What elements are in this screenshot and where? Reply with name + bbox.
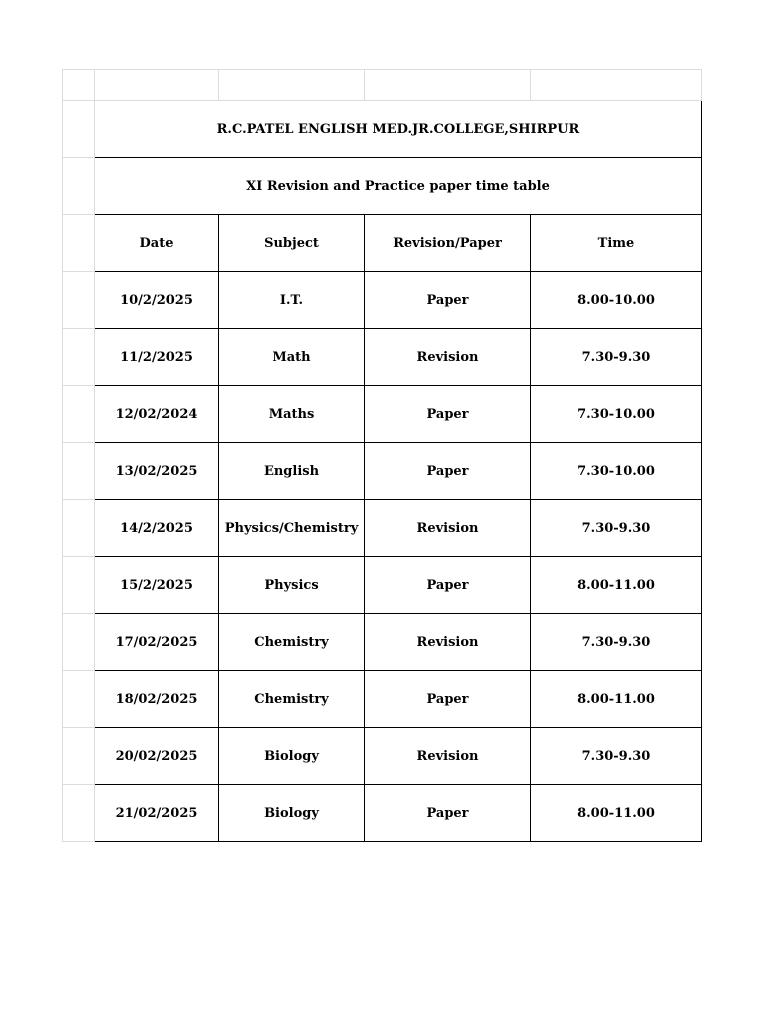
time-cell[interactable]: 8.00-10.00	[531, 272, 702, 329]
row-margin-cell[interactable]	[63, 671, 95, 728]
time-cell[interactable]: 7.30-9.30	[531, 614, 702, 671]
table-row	[63, 386, 702, 443]
row-margin-cell[interactable]	[63, 728, 95, 785]
empty-cell[interactable]	[531, 70, 702, 101]
row-margin-cell[interactable]	[63, 329, 95, 386]
row-margin-cell[interactable]	[63, 158, 95, 215]
revision-paper-cell[interactable]: Paper	[365, 785, 531, 842]
row-margin-cell[interactable]	[63, 614, 95, 671]
date-cell[interactable]: 21/02/2025	[95, 785, 219, 842]
time-cell[interactable]: 7.30-9.30	[531, 500, 702, 557]
subject-cell[interactable]: I.T.	[219, 272, 365, 329]
row-margin-cell[interactable]	[63, 272, 95, 329]
header-time[interactable]: Time	[531, 215, 702, 272]
header-subject[interactable]: Subject	[219, 215, 365, 272]
date-cell[interactable]: 13/02/2025	[95, 443, 219, 500]
date-cell[interactable]: 11/2/2025	[95, 329, 219, 386]
revision-paper-cell[interactable]: Revision	[365, 614, 531, 671]
time-cell[interactable]: 7.30-9.30	[531, 329, 702, 386]
revision-paper-cell[interactable]: Paper	[365, 272, 531, 329]
row-margin-cell[interactable]	[63, 785, 95, 842]
header-revision-paper[interactable]: Revision/Paper	[365, 215, 531, 272]
date-cell[interactable]: 17/02/2025	[95, 614, 219, 671]
date-cell[interactable]: 15/2/2025	[95, 557, 219, 614]
empty-cell[interactable]	[95, 70, 219, 101]
table-row	[63, 671, 702, 728]
revision-paper-cell[interactable]: Revision	[365, 329, 531, 386]
date-cell[interactable]: 18/02/2025	[95, 671, 219, 728]
header-row	[63, 215, 702, 272]
subject-cell[interactable]: Physics	[219, 557, 365, 614]
subject-cell[interactable]: Chemistry	[219, 614, 365, 671]
empty-cell[interactable]	[63, 70, 95, 101]
table-row	[63, 272, 702, 329]
spreadsheet-page	[62, 69, 706, 845]
header-date[interactable]: Date	[95, 215, 219, 272]
time-cell[interactable]: 8.00-11.00	[531, 557, 702, 614]
revision-paper-cell[interactable]: Paper	[365, 671, 531, 728]
table-row	[63, 614, 702, 671]
table-row	[63, 728, 702, 785]
time-cell[interactable]: 7.30-9.30	[531, 728, 702, 785]
table-row	[63, 329, 702, 386]
timetable-grid	[62, 69, 702, 842]
time-cell[interactable]: 8.00-11.00	[531, 785, 702, 842]
table-row	[63, 785, 702, 842]
row-margin-cell[interactable]	[63, 557, 95, 614]
table-row	[63, 557, 702, 614]
empty-top-row	[63, 70, 702, 101]
row-margin-cell[interactable]	[63, 386, 95, 443]
time-cell[interactable]: 7.30-10.00	[531, 386, 702, 443]
college-title[interactable]: R.C.PATEL ENGLISH MED.JR.COLLEGE,SHIRPUR	[95, 101, 702, 158]
subject-cell[interactable]: Chemistry	[219, 671, 365, 728]
row-margin-cell[interactable]	[63, 101, 95, 158]
subtitle-row	[63, 158, 702, 215]
revision-paper-cell[interactable]: Revision	[365, 500, 531, 557]
row-margin-cell[interactable]	[63, 215, 95, 272]
revision-paper-cell[interactable]: Paper	[365, 557, 531, 614]
title-row	[63, 101, 702, 158]
revision-paper-cell[interactable]: Paper	[365, 386, 531, 443]
time-cell[interactable]: 7.30-10.00	[531, 443, 702, 500]
row-margin-cell[interactable]	[63, 443, 95, 500]
timetable-subtitle[interactable]: XI Revision and Practice paper time table	[95, 158, 702, 215]
subject-cell[interactable]: English	[219, 443, 365, 500]
date-cell[interactable]: 12/02/2024	[95, 386, 219, 443]
date-cell[interactable]: 10/2/2025	[95, 272, 219, 329]
table-row	[63, 443, 702, 500]
date-cell[interactable]: 20/02/2025	[95, 728, 219, 785]
empty-cell[interactable]	[365, 70, 531, 101]
subject-cell[interactable]: Maths	[219, 386, 365, 443]
revision-paper-cell[interactable]: Paper	[365, 443, 531, 500]
date-cell[interactable]: 14/2/2025	[95, 500, 219, 557]
subject-cell[interactable]: Physics/Chemistry	[219, 500, 365, 557]
empty-cell[interactable]	[219, 70, 365, 101]
row-margin-cell[interactable]	[63, 500, 95, 557]
subject-cell[interactable]: Math	[219, 329, 365, 386]
time-cell[interactable]: 8.00-11.00	[531, 671, 702, 728]
table-row	[63, 500, 702, 557]
subject-cell[interactable]: Biology	[219, 728, 365, 785]
subject-cell[interactable]: Biology	[219, 785, 365, 842]
revision-paper-cell[interactable]: Revision	[365, 728, 531, 785]
